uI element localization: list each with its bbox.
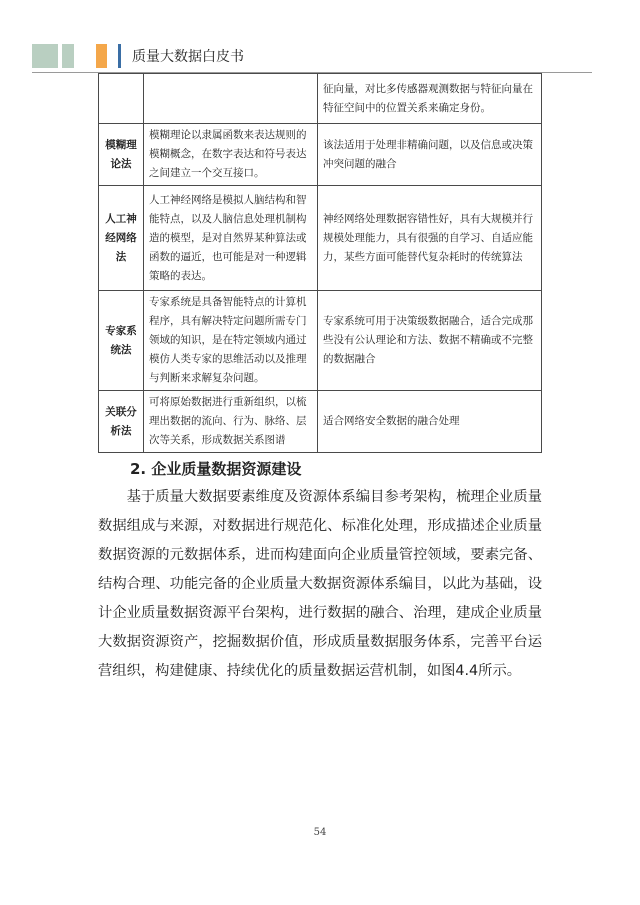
header-block-orange [96,44,107,68]
method-application: 专家系统可用于决策级数据融合，适合完成那些没有公认理论和方法、数据不精确或不完整的数据融合 [318,291,542,391]
method-application: 适合网络安全数据的融合处理 [318,391,542,453]
section-title: 2. 企业质量数据资源建设 [130,460,302,478]
method-name: 关联分析法 [99,391,144,453]
table-row [99,74,542,124]
page-number: 54 [313,827,327,838]
header-block-green-small [62,44,74,68]
method-description: 人工神经网络是模拟人脑结构和智能特点，以及人脑信息处理机制构造的模型，是对自然界某种算法或函数的逼近，也可能是对一种逻辑策略的表达。 [144,186,318,291]
table-row [99,391,542,453]
fusion-methods-table [98,73,542,453]
table-row [99,291,542,391]
method-description: 模糊理论以隶属函数来表达规则的模糊概念，在数字表达和符号表达之间建立一个交互接口。 [144,124,318,186]
section-paragraph: 基于质量大数据要素维度及资源体系编目参考架构，梳理企业质量数据组成与来源，对数据进行规范化、标准化处理，形成描述企业质量数据资源的元数据体系，进而构建面向企业质量管控领域，要素完备、结构合理、功能完备的企业质量大数据资源体系编目，以此为基础，设计企业质量数据资源平台架构，进行数据的融合、治理，建成企业质量大数据资源资产，挖掘数据价值，形成质量数据服务体系，完善平台运营组织，构建健康、持续优化的质量数据运营机制，如图4.4所示。 [98,489,542,679]
method-name [99,74,144,124]
method-application: 该法适用于处理非精确问题，以及信息或决策冲突问题的融合 [318,124,542,186]
table-row [99,124,542,186]
method-description [144,74,318,124]
method-description: 可将原始数据进行重新组织，以梳理出数据的流向、行为、脉络、层次等关系，形成数据关系图谱 [144,391,318,453]
method-name: 专家系统法 [99,291,144,391]
method-application: 神经网络处理数据容错性好，具有大规模并行规模处理能力，具有很强的自学习、自适应能力，某些方面可能替代复杂耗时的传统算法 [318,186,542,291]
method-description: 专家系统是具备智能特点的计算机程序，具有解决特定问题所需专门领域的知识，是在特定领域内通过模仿人类专家的思维活动以及推理与判断来求解复杂问题。 [144,291,318,391]
header-block-green [32,44,58,68]
method-name: 模糊理论法 [99,124,144,186]
method-name: 人工神经网络法 [99,186,144,291]
header-bar-blue [118,44,121,68]
table-row [99,186,542,291]
header-title: 质量大数据白皮书 [132,49,244,65]
method-application: 征向量，对比多传感器观测数据与特征向量在特征空间中的位置关系来确定身份。 [318,74,542,124]
